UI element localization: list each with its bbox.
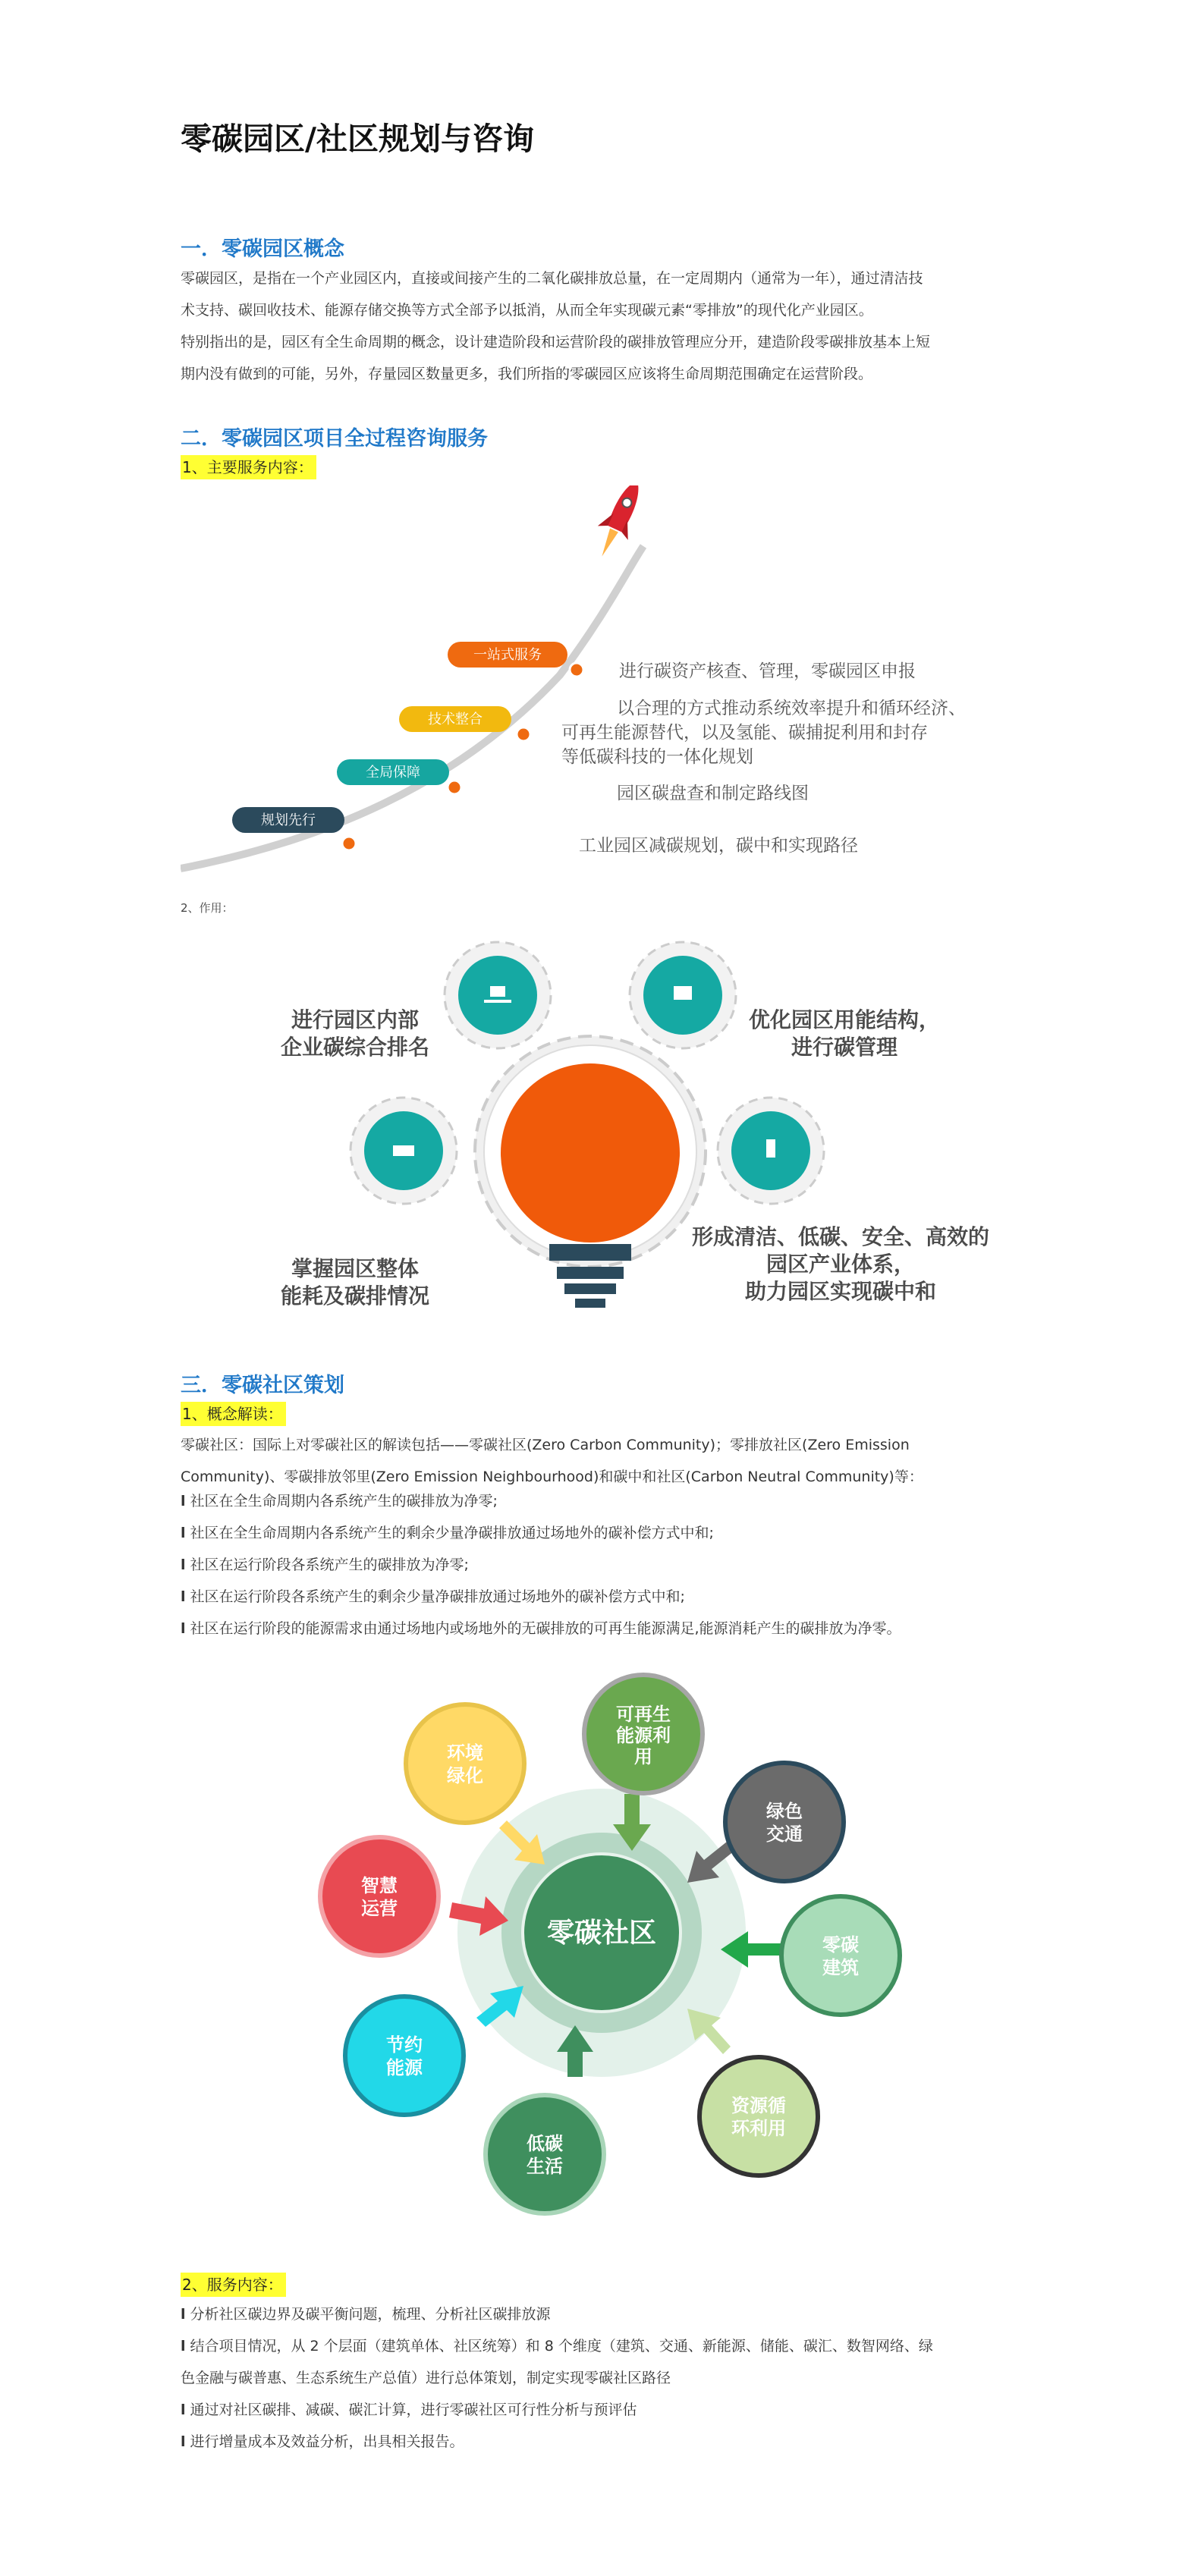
node-renewable-line-2: 能源利 [616,1725,671,1746]
node-renewable-line-3: 用 [634,1746,652,1767]
stage-desc-2: 园区碳盘查和制定路线图 [617,784,809,803]
node-energy-line-2: 能源 [386,2057,423,2078]
bullet-mark: l [181,2338,186,2355]
section-1-para-2-line-1: 特别指出的是，园区有全生命周期的概念，设计建造阶段和运营阶段的碳排放管理应分开，建造阶段零碳排放基本上短 [181,334,931,350]
stage-desc-1: 工业园区减碳规划，碳中和实现路径 [579,836,858,856]
stage-dot-4 [570,663,583,677]
concept-item [181,1581,1023,1613]
effect-bottom-left-line-2: 能耗及碳排情况 [280,1283,430,1308]
effect-bottom-right-line-2: 园区产业体系， [765,1252,916,1277]
node-resource [699,2057,818,2175]
stage-desc-3-line-1: 以合理的方式推动系统效率提升和循环经济、 [617,699,966,718]
bullet-mark: l [181,1588,186,1605]
service-item [181,2426,1023,2458]
concept-text: 社区在全生命周期内各系统产生的碳排放为净零; [190,1493,498,1509]
bullet-mark: l [181,1525,186,1541]
concept-text: 社区在运行阶段各系统产生的碳排放为净零; [190,1557,469,1573]
stage-label-3: 技术整合 [428,712,483,727]
section-3-subheading-2: 2、服务内容： [181,2273,286,2297]
section-1-para-2-line-2: 期内没有做到的可能，另外，存量园区数量更多，我们所指的零碳园区应该将生命周期范围确定在运营阶段。 [181,366,873,382]
node-building-line-1: 零碳 [822,1934,859,1956]
gear-bottom-right-icon [718,1098,824,1204]
gear-top-right-icon [630,942,736,1048]
concept-item [181,1517,1023,1549]
stage-label-4: 一站式服务 [473,647,542,663]
concept-text: 社区在运行阶段的能源需求由通过场地内或场地外的无碳排放的可再生能源满足,能源消耗产生的碳排放为净零。 [190,1620,901,1637]
bullet-mark: l [181,2306,186,2323]
node-building-line-2: 建筑 [822,1957,859,1978]
effect-top-left-line-1: 进行园区内部 [291,1007,420,1032]
bullet-mark: l [181,2402,186,2418]
stage-dot-2 [448,781,461,794]
service-item-continuation: 色金融与碳普惠、生态系统生产总值）进行总体策划，制定实现零碳社区路径 [181,2370,671,2386]
stage-desc-3-line-2: 可再生能源替代，以及氢能、碳捕捉利用和封存 [561,723,928,743]
section-1-para-1-line-2: 术支持、碳回收技术、能源存储交换等方式全部予以抵消，从而全年实现碳元素“零排放”的现代化产业园区。 [181,302,873,319]
effect-bottom-right-line-3: 助力园区实现碳中和 [744,1279,937,1304]
node-greening [406,1704,524,1823]
node-transport-line-1: 绿色 [766,1801,803,1822]
node-building [781,1896,900,2015]
center-label: 零碳社区 [546,1918,657,1949]
node-resource-line-1: 资源循 [731,2095,786,2116]
service-text: 结合项目情况，从 2 个层面（建筑单体、社区统筹）和 8 个维度（建筑、交通、新能源、储能、碳汇、数智网络、绿 [190,2338,933,2355]
stage-label-1: 规划先行 [261,812,316,828]
service-item [181,2298,1023,2330]
node-operation-line-2: 运营 [361,1898,398,1919]
page-title: 零碳园区/社区规划与咨询 [181,121,534,157]
section-2-subheading-2: 2、作用： [181,901,234,915]
node-operation [320,1837,439,1956]
stage-dot-1 [342,837,356,850]
stage-label-2: 全局保障 [366,765,420,781]
service-text: 通过对社区碳排、减碳、碳汇计算，进行零碳社区可行性分析与预评估 [190,2402,637,2418]
section-3-intro-line-2: Community)、零碳排放邻里(Zero Emission Neighbourhood)和碳中和社区(Carbon Neutral Community)等： [181,1469,923,1485]
service-item [181,2394,1023,2426]
node-operation-line-1: 智慧 [361,1875,398,1896]
concept-item [181,1549,1023,1581]
node-transport-line-2: 交通 [766,1824,803,1845]
node-greening-line-1: 环境 [447,1742,483,1764]
node-greening-line-2: 绿化 [447,1765,483,1786]
service-item [181,2330,1023,2362]
stage-desc-3-line-3: 等低碳科技的一体化规划 [561,747,753,767]
section-1-heading: 一．零碳园区概念 [181,237,344,261]
node-energy [345,1996,464,2115]
stage-desc-4: 进行碳资产核查、管理，零碳园区申报 [619,661,916,681]
section-3-heading: 三．零碳社区策划 [181,1374,344,1397]
section-2-heading: 二．零碳园区项目全过程咨询服务 [181,427,488,451]
section-1-para-1-line-1: 零碳园区，是指在一个产业园区内，直接或间接产生的二氧化碳排放总量，在一定周期内（通常为一年），通过清洁技 [181,270,923,287]
node-energy-line-1: 节约 [386,2034,423,2056]
node-renewable [583,1673,704,1795]
node-transport [725,1763,844,1881]
gear-bottom-left-icon [351,1098,457,1204]
arrow-resource [687,2009,731,2054]
concept-item [181,1613,1023,1645]
service-text: 进行增量成本及效益分析，出具相关报告。 [190,2433,464,2450]
node-life [486,2095,604,2213]
bullet-mark: l [181,1620,186,1637]
bulb-base-1 [549,1244,631,1261]
community-diagram [181,1661,1023,2238]
lightbulb-icon [501,1063,680,1242]
bullet-mark: l [181,1557,186,1573]
bulb-base-2 [557,1267,624,1279]
service-stages-figure [181,485,1023,880]
concept-text: 社区在运行阶段各系统产生的剩余少量净碳排放通过场地外的碳补偿方式中和; [190,1588,685,1605]
node-resource-line-2: 环利用 [731,2118,786,2139]
gear-top-left-icon [445,942,551,1048]
section-3-subheading-1: 1、概念解读： [181,1402,286,1426]
node-renewable-line-1: 可再生 [616,1704,671,1725]
effect-top-right-line-2: 进行碳管理 [791,1035,898,1060]
service-text: 分析社区碳边界及碳平衡问题，梳理、分析社区碳排放源 [190,2306,551,2323]
effect-bottom-right-line-1: 形成清洁、低碳、安全、高效的 [691,1224,990,1249]
bulb-base-4 [575,1299,605,1308]
effect-top-left-line-2: 企业碳综合排名 [280,1035,430,1060]
section-3-intro-line-1: 零碳社区：国际上对零碳社区的解读包括——零碳社区(Zero Carbon Community)；零排放社区(Zero Emission [181,1437,910,1453]
effects-figure [181,933,1023,1350]
effect-bottom-left-line-1: 掌握园区整体 [291,1256,420,1281]
node-life-line-2: 生活 [527,2156,563,2177]
bullet-mark: l [181,2433,186,2450]
section-2-subheading-1: 1、主要服务内容： [181,455,316,479]
stage-dot-3 [517,727,530,741]
concept-text: 社区在全生命周期内各系统产生的剩余少量净碳排放通过场地外的碳补偿方式中和; [190,1525,714,1541]
bullet-mark: l [181,1493,186,1509]
effect-top-right-line-1: 优化园区用能结构， [748,1007,941,1032]
concept-item [181,1485,1023,1517]
node-life-line-1: 低碳 [527,2133,563,2154]
bulb-base-3 [564,1283,616,1294]
